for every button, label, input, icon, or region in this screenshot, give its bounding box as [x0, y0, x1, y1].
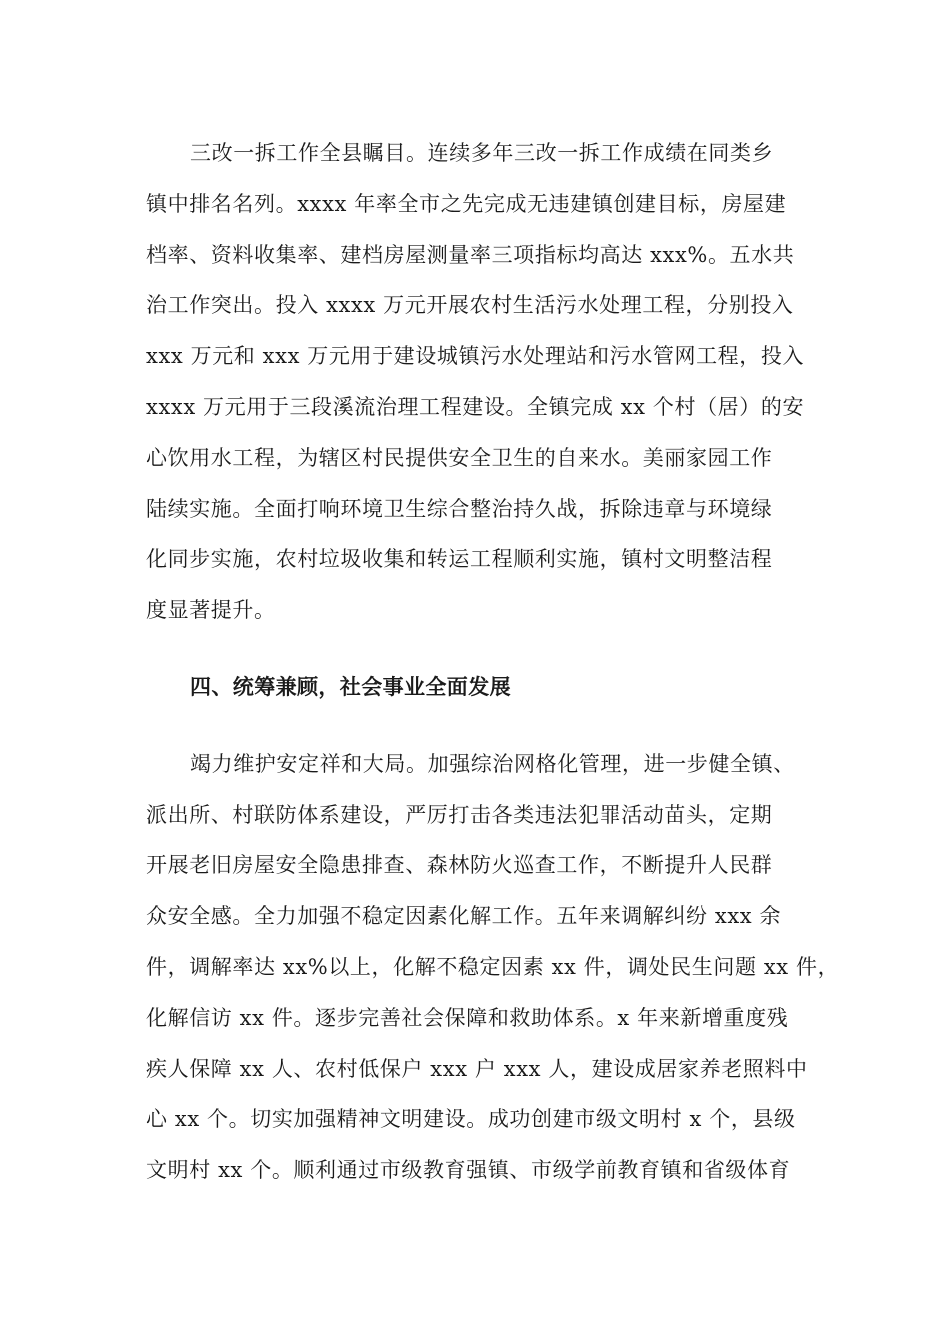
text-line: 件，调解率达 xx%以上，化解不稳定因素 xx 件，调处民生问题 xx 件， [146, 954, 840, 979]
text-line: 心饮用水工程，为辖区村民提供安全卫生的自来水。美丽家园工作 [146, 445, 773, 470]
text-line: 陆续实施。全面打响环境卫生综合整治持久战，拆除违章与环境绿 [146, 496, 773, 521]
paragraph-social-stability [146, 739, 840, 1196]
text-line: xxxx 万元用于三段溪流治理工程建设。全镇完成 xx 个村（居）的安 [146, 394, 805, 419]
text-line: 众安全感。全力加强不稳定因素化解工作。五年来调解纠纷 xxx 余 [146, 904, 782, 929]
paragraph-san-gai-yi-chai [146, 128, 826, 636]
text-line: 开展老旧房屋安全隐患排查、森林防火巡查工作，不断提升人民群 [146, 853, 773, 878]
text-line: 疾人保障 xx 人、农村低保户 xxx 户 xxx 人，建设成居家养老照料中 [146, 1056, 808, 1081]
document-body [146, 128, 840, 1196]
text-line: xxx 万元和 xxx 万元用于建设城镇污水处理站和污水管网工程，投入 [146, 344, 805, 369]
text-line: 三改一拆工作全县瞩目。连续多年三改一拆工作成绩在同类乡 [190, 141, 774, 165]
text-line: 度显著提升。 [146, 598, 276, 623]
spacer [146, 636, 826, 662]
text-line: 化解信访 xx 件。逐步完善社会保障和救助体系。x 年来新增重度残 [146, 1005, 789, 1030]
text-line: 心 xx 个。切实加强精神文明建设。成功创建市级文明村 x 个，县级 [146, 1107, 796, 1132]
text-line: 文明村 xx 个。顺利通过市级教育强镇、市级学前教育镇和省级体育 [146, 1158, 791, 1183]
text-line: 镇中排名名列。xxxx 年率全市之先完成无违建镇创建目标，房屋建 [146, 191, 787, 216]
text-line: 派出所、村联防体系建设，严厉打击各类违法犯罪活动苗头，定期 [146, 802, 773, 827]
text-line: 竭力维护安定祥和大局。加强综治网格化管理，进一步健全镇、 [190, 751, 795, 776]
spacer [146, 713, 826, 739]
text-line: 档率、资料收集率、建档房屋测量率三项指标均高达 xxx%。五水共 [146, 242, 795, 267]
text-line: 化同步实施，农村垃圾收集和转运工程顺利实施，镇村文明整洁程 [146, 547, 773, 572]
text-line: 治工作突出。投入 xxxx 万元开展农村生活污水处理工程，分别投入 [146, 293, 794, 318]
section-heading: 四、统筹兼顾，社会事业全面发展 [190, 674, 511, 699]
